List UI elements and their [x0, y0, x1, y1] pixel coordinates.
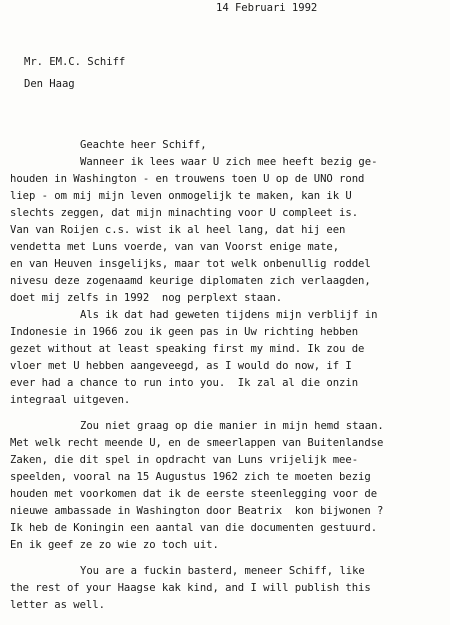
- paragraph-3-line: Zou niet graag op die manier in mijn hemd staan.: [80, 420, 384, 432]
- paragraph-2-line: Indonesie in 1966 zou ik geen pas in Uw richting hebben: [10, 326, 359, 338]
- paragraph-1-line: en van Heuven insgelijks, maar tot welk onbenullig roddel: [10, 258, 371, 270]
- paragraph-3-line: nieuwe ambassade in Washington door Beatrix kon bijwonen ?: [10, 505, 384, 517]
- recipient-name: Mr. EM.C. Schiff: [24, 56, 126, 68]
- paragraph-2-line: Als ik dat had geweten tijdens mijn verblijf in: [80, 309, 378, 321]
- paragraph-2-line: integraal uitgeven.: [10, 394, 131, 406]
- paragraph-1-line: houden in Washington - en trouwens toen U op de UNO rond: [10, 173, 365, 185]
- paragraph-2-line: vloer met U hebben aangeveegd, as I would do now, if I: [10, 360, 352, 372]
- paragraph-4-line: letter as well.: [10, 599, 105, 611]
- paragraph-1-line: slechts zeggen, dat mijn minachting voor U compleet is.: [10, 207, 359, 219]
- paragraph-3-line: En ik geef ze zo wie zo toch uit.: [10, 539, 219, 551]
- paragraph-1-line: vendetta met Luns voerde, van van Voorst enige mate,: [10, 241, 340, 253]
- letter-body: [0, 84, 450, 611]
- paragraph-1-line: Van van Roijen c.s. wist ik al heel lang, dat hij een: [10, 224, 346, 236]
- paragraph-1-line: liep - om mij mijn leven onmogelijk te maken, kan ik U: [10, 190, 352, 202]
- paragraph-3-line: speelden, vooral na 15 Augustus 1962 zich te moeten bezig: [10, 471, 371, 483]
- recipient-city: Den Haag: [24, 78, 75, 90]
- salutation: Geachte heer Schiff,: [80, 139, 207, 151]
- paragraph-4-line: the rest of your Haagse kak kind, and I will publish this: [10, 582, 371, 594]
- letter-date: 14 Februari 1992: [216, 2, 318, 14]
- paragraph-1-line: Wanneer ik lees waar U zich mee heeft bezig ge-: [80, 156, 378, 168]
- paragraph-3-line: Zaken, die dit spel in opdracht van Luns vrijelijk mee-: [10, 454, 359, 466]
- paragraph-1-line: nivesu deze zogenaamd keurige diplomaten zich verlaagden,: [10, 275, 371, 287]
- paragraph-3-line: Ik heb de Koningin een aantal van die documenten gestuurd.: [10, 522, 378, 534]
- paragraph-4-line: You are a fuckin basterd, meneer Schiff, like: [80, 565, 365, 577]
- paragraph-1-line: doet mij zelfs in 1992 nog perplext staan.: [10, 292, 283, 304]
- paragraph-3-line: Met welk recht meende U, en de smeerlappen van Buitenlandse: [10, 437, 384, 449]
- paragraph-2-line: gezet without at least speaking first my mind. Ik zou de: [10, 343, 365, 355]
- paragraph-3-line: houden met voorkomen dat ik de eerste steenlegging voor de: [10, 488, 378, 500]
- paragraph-2-line: ever had a chance to run into you. Ik zal al die onzin: [10, 377, 359, 389]
